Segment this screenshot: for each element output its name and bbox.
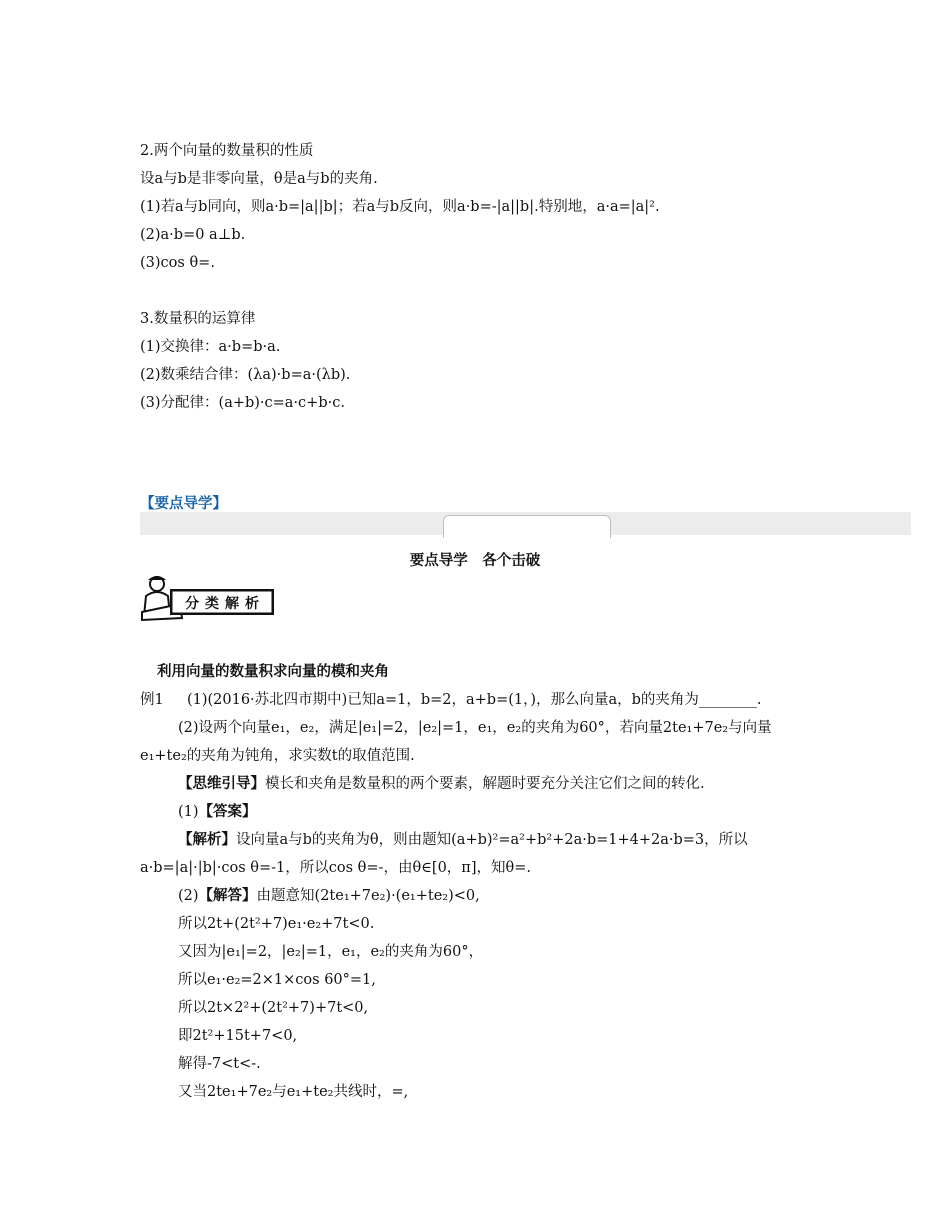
solution-step-7: 解得-7<t<-. [178,1056,261,1072]
section-3-law-3: (3)分配律：(a+b)·c=a·c+b·c. [140,395,345,411]
solution-step-8: 又当2te₁+7e₂与e₁+te₂共线时，=, [178,1084,409,1100]
example-1-question-2-cont: e₁+te₂的夹角为钝角，求实数t的取值范围. [140,748,415,764]
section-2-property-1: (1)若a与b同向，则a·b=|a||b|；若a与b反向，则a·b=-|a||b|.特别地，a·a=|a|². [140,199,660,215]
solution-step-6: 即2t²+15t+7<0, [178,1028,298,1044]
guide-label: 【要点导学】 [140,496,227,512]
thinking-text: 模长和夹角是数量积的两个要素，解题时要充分关注它们之间的转化. [265,776,705,792]
section-3-law-1: (1)交换律：a·b=b·a. [140,339,281,355]
analysis-label: 【解析】 [178,832,236,848]
section-2-intro: 设a与b是非零向量，θ是a与b的夹角. [140,171,378,187]
analysis-line-1 [178,830,748,850]
badge-text: 分类解析 [185,596,265,612]
example-label: 例1 [140,692,164,708]
section-2-title: 2.两个向量的数量积的性质 [140,143,314,159]
section-3-title: 3.数量积的运算律 [140,311,256,327]
divider-tab [443,515,611,538]
section-3-law-2: (2)数乘结合律：(λa)·b=a·(λb). [140,367,351,383]
solution-step-4: 所以e₁·e₂=2×1×cos 60°=1, [178,972,376,988]
center-title: 要点导学 各个击破 [409,553,541,569]
answer-1-prefix: (1) [178,804,199,820]
solution-step-1: 由题意知(2te₁+7e₂)·(e₁+te₂)<0, [256,888,480,904]
answer-1 [178,802,257,822]
solution-step-5: 所以2t×2²+(2t²+7)+7t<0, [178,1000,369,1016]
category-badge [140,574,275,622]
thinking-label: 【思维引导】 [178,776,265,792]
example-1-q1-text: (1)(2016·苏北四市期中)已知a=1，b=2，a+b=(1，)，那么向量a，b的夹角为________. [186,692,762,708]
example-1-question-1 [140,690,762,710]
solution-label: 【解答】 [198,888,257,904]
analysis-line-2: a·b=|a|·|b|·cos θ=-1，所以cos θ=-，由θ∈[0，π]，知θ=. [140,860,531,876]
topic-title: 利用向量的数量积求向量的模和夹角 [157,664,389,680]
solution-step-2: 所以2t+(2t²+7)e₁·e₂+7t<0. [178,916,375,932]
solution-2 [178,886,480,906]
thinking-guide [178,774,705,794]
example-1-question-2: (2)设两个向量e₁，e₂，满足|e₁|=2，|e₂|=1，e₁，e₂的夹角为60°，若向量2te₁+7e₂与向量 [178,720,772,736]
section-2-property-3: (3)cos θ=. [140,255,215,271]
section-2-property-2: (2)a·b=0 a⊥b. [140,227,246,243]
solution-prefix: (2) [178,888,199,904]
solution-step-3: 又因为|e₁|=2，|e₂|=1，e₁，e₂的夹角为60°， [178,944,484,960]
answer-label: 【答案】 [198,804,257,820]
analysis-text: 设向量a与b的夹角为θ，则由题知(a+b)²=a²+b²+2a·b=1+4+2a·b=3，所以 [236,832,748,848]
